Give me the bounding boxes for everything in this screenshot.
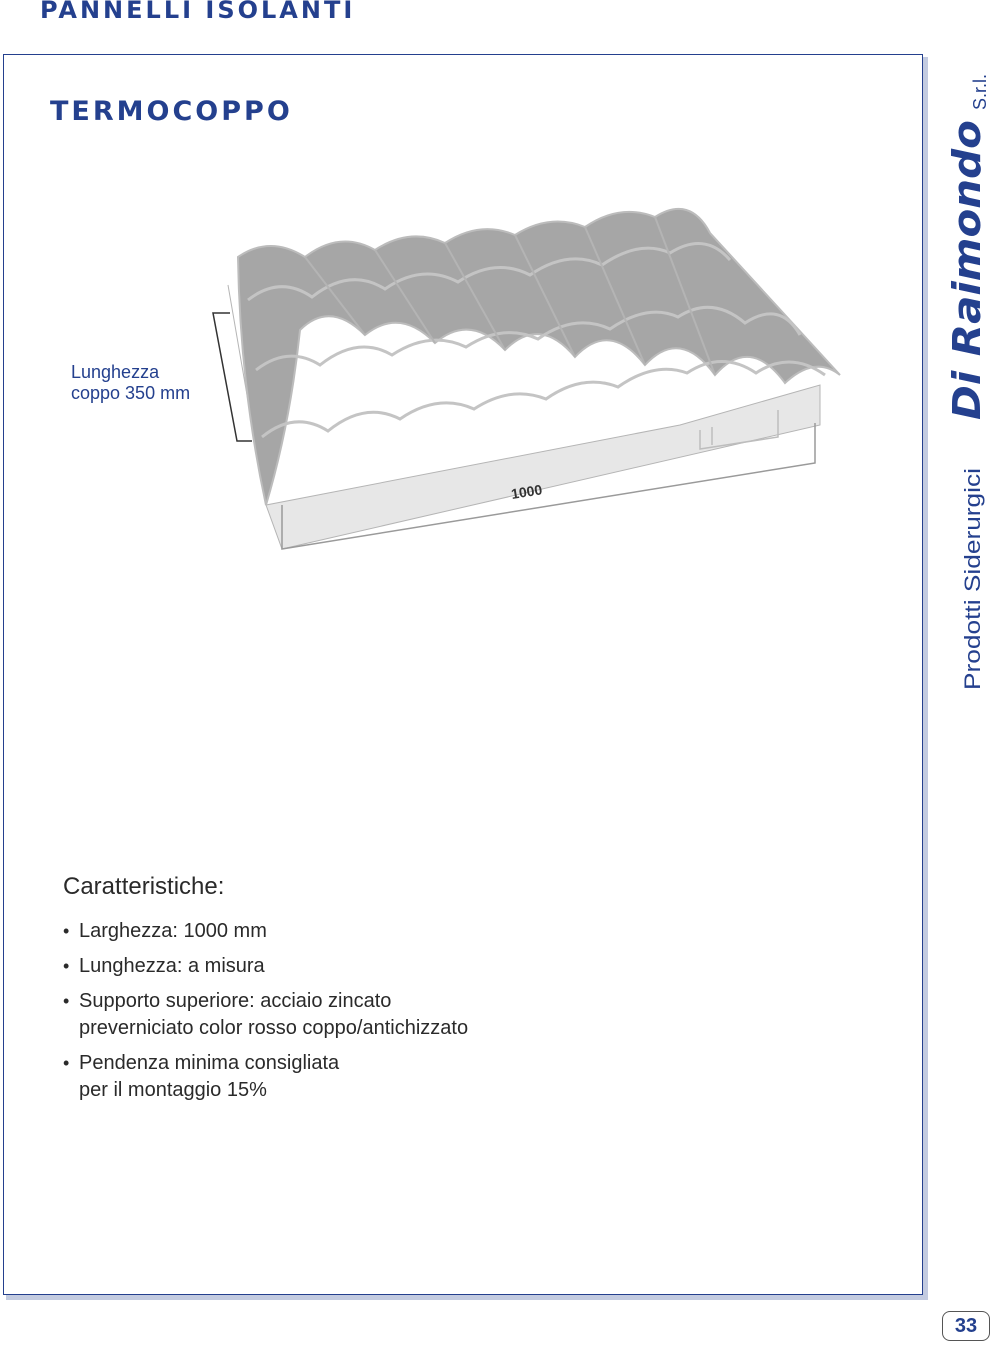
brand-tagline: Prodotti Siderurgici	[960, 504, 985, 690]
length-note-line1: Lunghezza	[71, 362, 160, 382]
section-title: PANNELLI ISOLANTI	[40, 0, 356, 24]
features-heading: Caratteristiche:	[63, 873, 225, 900]
feature-item: • Larghezza: 1000 mm	[63, 918, 663, 945]
features-list	[63, 918, 663, 1112]
feature-item: • Lunghezza: a misura	[63, 953, 663, 980]
brand-suffix: S.r.l.	[970, 73, 990, 110]
feature-item: • Pendenza minima consigliata per il montaggio 15%	[63, 1050, 663, 1104]
feature-item: • Supporto superiore: acciaio zincato preverniciato color rosso coppo/antichizzato	[63, 988, 663, 1042]
width-dimension-label: 1000	[509, 481, 544, 502]
length-note-line2: coppo 350 mm	[71, 383, 191, 403]
brand-sidebar	[934, 60, 994, 700]
length-dimension-note	[71, 362, 190, 404]
page-number: 33	[942, 1311, 990, 1341]
roof-panel-illustration	[200, 205, 860, 565]
brand-logo: Di Raimondo	[945, 148, 989, 420]
product-title: TERMOCOPPO	[50, 96, 293, 127]
